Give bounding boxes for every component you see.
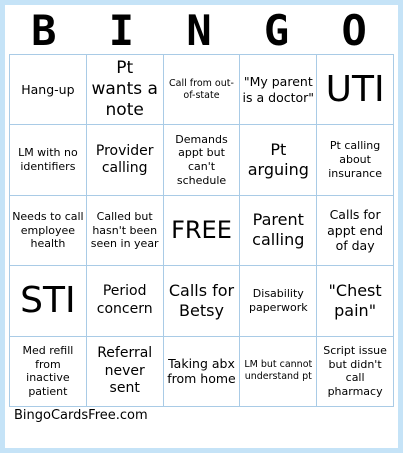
site-credit: BingoCardsFree.com: [14, 408, 148, 423]
bingo-cell[interactable]: LM but cannot understand pt: [240, 337, 317, 407]
bingo-cell[interactable]: Taking abx from home: [164, 337, 241, 407]
bingo-cell[interactable]: "My parent is a doctor": [240, 55, 317, 125]
bingo-grid: [9, 54, 394, 407]
bingo-cell[interactable]: Pt wants a note: [87, 55, 164, 125]
header-letter-g: G: [263, 6, 290, 55]
bingo-cell[interactable]: Med refill from inactive patient: [10, 337, 87, 407]
bingo-cell[interactable]: Parent calling: [240, 196, 317, 266]
bingo-cell[interactable]: LM with no identifiers: [10, 125, 87, 195]
bingo-header: [5, 5, 393, 53]
bingo-cell[interactable]: Referral never sent: [87, 337, 164, 407]
bingo-cell[interactable]: UTI: [317, 55, 394, 125]
bingo-cell[interactable]: Calls for appt end of day: [317, 196, 394, 266]
bingo-cell[interactable]: Pt arguing: [240, 125, 317, 195]
bingo-cell[interactable]: Disability paperwork: [240, 266, 317, 336]
bingo-cell[interactable]: Script issue but didn't call pharmacy: [317, 337, 394, 407]
header-letter-i: I: [108, 6, 135, 55]
bingo-cell[interactable]: Called but hasn't been seen in year: [87, 196, 164, 266]
bingo-cell[interactable]: "Chest pain": [317, 266, 394, 336]
bingo-cell[interactable]: STI: [10, 266, 87, 336]
header-letter-o: O: [341, 6, 367, 55]
bingo-cell[interactable]: Call from out-of-state: [164, 55, 241, 125]
bingo-cell[interactable]: Demands appt but can't schedule: [164, 125, 241, 195]
header-letter-n: N: [186, 6, 212, 55]
bingo-cell[interactable]: Pt calling about insurance: [317, 125, 394, 195]
bingo-cell-free[interactable]: FREE: [164, 196, 241, 266]
bingo-cell[interactable]: Hang-up: [10, 55, 87, 125]
bingo-cell[interactable]: Needs to call employee health: [10, 196, 87, 266]
bingo-cell[interactable]: Calls for Betsy: [164, 266, 241, 336]
bingo-cell[interactable]: Provider calling: [87, 125, 164, 195]
header-letter-b: B: [31, 6, 57, 55]
bingo-cell[interactable]: Period concern: [87, 266, 164, 336]
